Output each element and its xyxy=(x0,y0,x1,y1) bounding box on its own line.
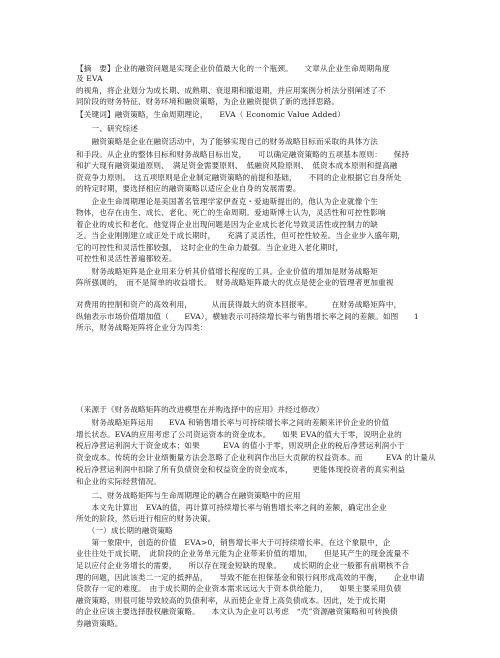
text-line: 的特定时期，要选择相应的融资策略以适应企业自身的发展需要。 xyxy=(76,184,301,193)
text-line: 它的可控性和灵活性都较强， 这时企业的生命力最强。当企业进入老化期时， xyxy=(76,243,344,252)
text-line: 税后净营运利润大于资金成本；如果 EVA 的值小于零，则说明企业的税后净营运利润小于 xyxy=(76,441,405,450)
text-line: 纵轴表示市场价值增加值（ EVA），横轴表示可持续增长率与销售增长率之间的差额。如图 1 xyxy=(76,312,419,321)
text-line: 足以应付企业务增长的需要， 所以存在现金短缺的现象。 成长期的企业一般都有前期核不合 xyxy=(76,561,410,570)
text-line: 增长状态。EVA的应用考虑了公司资运资本的资金成本。 如果 EVA的值大于零，说明企业的 xyxy=(76,430,402,439)
text-line: 的企业应该主要选择股权融资策略。 本文认为企业可以考虑 “壳”资源融资策略和可转换债 xyxy=(76,607,398,616)
text-line: 和手段。从企业的整体目标和财务战略目标出发， 可以确定融资策略的五项基本原则： 保持 xyxy=(76,150,410,159)
text-line: 企业生命周期理论是美国著名管理学家伊查克・爱迪斯提出的，他认为企业就像个生 xyxy=(76,197,379,206)
text-line: 【摘 要】企业的融资问题是实现企业价值最大化的一个瓶颈。 文章从企业生命周期角度 xyxy=(76,64,390,73)
text-line: 税后净营运利润中扣除了所有负债资金和权益资金的资金成本， 更能体现投资者的真实利益 xyxy=(76,465,406,474)
text-line: 券融资策略。 xyxy=(76,619,123,628)
text-line: 第一象限中，创造的价值 EVA>0，销售增长率大于可持续增长率。在这个象限中，企 xyxy=(76,538,391,547)
text-line: 对费用的控制和资产的高效利用， 从而获得最大的资本回报率。 在财务战略矩阵中， xyxy=(76,300,402,309)
text-line: （来源于《财务战略矩阵的改进模型在并购选择中的应用》并经过修改） xyxy=(76,405,324,414)
text-line: 贷款存一定的难度。 由于成长期的企业资本需求远远大于资本供给能力， 如果主要采用负债 xyxy=(76,584,402,593)
text-line: 物体，也存在由生、成长、老化、死亡的生命周期。爱迪斯博士认为，灵活性和可控性影响 xyxy=(76,208,386,217)
text-line: 资竞争力原则。 这五项原则是企业制定融资策略的前提和基础， 不同的企业根据它自身所处 xyxy=(76,173,402,182)
text-line: 乏。当企业刚刚建立或正处于成长期时， 充满了灵活性，但可控性较差。当企业步入盛年期， xyxy=(76,231,406,240)
text-line: 一、研究综述 xyxy=(76,124,138,133)
text-line: 【关键词】融资策略，生命周期理论， EVA（ Economic Value Added） xyxy=(76,110,346,119)
text-line: 融资策略，则很可能导致较高的负债利率，从而使企业背上高负债成本。因此，处于成长期 xyxy=(76,596,386,605)
text-line: 着企业的成长和老化。他觉得企业出现问题是因为企业成长老化导致灵活性或控制力的缺 xyxy=(76,220,379,229)
text-line: 可控性和灵活性普遍都较差。 xyxy=(76,254,177,263)
text-line: 二、财务战略矩阵与生命周期理论的耦合在融资策略中的应用 xyxy=(76,491,301,500)
text-line: 融资策略是企业在融资活动中，为了能够实现自己的财务战略目标而采取的具体方法 xyxy=(76,137,379,146)
text-line: 及 EVA xyxy=(76,74,103,83)
text-line: 资金成本。传统的会计业绩衡量方法会忽略了企业利润作出巨大贡献的权益资本。而 EVA 的计量从 xyxy=(76,453,436,462)
text-line: 所示，财务战略矩阵将企业分为四类： xyxy=(76,323,208,332)
text-line: 业往往处于成长期， 此阶段的企业务单元能为企业带来价值的增加， 但是其产生的现金流量不 xyxy=(76,549,410,558)
text-line: 同阶段的财务特征、财务环境和融资策略，为企业融资提供了新的选择思路。 xyxy=(76,97,340,106)
text-line: 财务战略矩阵运用 EVA 和销售增长率与可持续增长率之间的差额来评价企业的价值 xyxy=(76,418,390,427)
text-line: 所处的阶段，然后进行相应的财务决策。 xyxy=(76,514,216,523)
text-line: 和扩大现有融资渠道原则、 满足资金需要原则、 低融资风险原则、 低资本成本原则和提高融 xyxy=(76,161,398,170)
text-line: 财务战略矩阵是企业用来分析其价值增长程度的工具。企业价值的增加是财务战略矩 xyxy=(76,267,379,276)
text-line: 本文先计算出 EVA的值，再计算可持续增长率与销售增长率之间的差额，确定出企业 xyxy=(76,503,387,512)
text-line: 的视角，将企业划分为成长期、成熟期、衰退期和撤退期，并应用案例分析法分别阐述了不 xyxy=(76,86,386,95)
text-line: 阵所强调的， 而不是简单的收益增长。 财务战略矩阵最大的优点是使企业的管理者更加重视 xyxy=(76,278,394,287)
text-line: （一）成长期的融资策略 xyxy=(76,526,173,535)
text-line: 理的问题，因此该类二一定的抵押品， 导致不能在担保基金和银行间形成高效的平衡， 企业申请 xyxy=(76,573,425,582)
text-line: 和企业的实际经营情况。 xyxy=(76,477,162,486)
